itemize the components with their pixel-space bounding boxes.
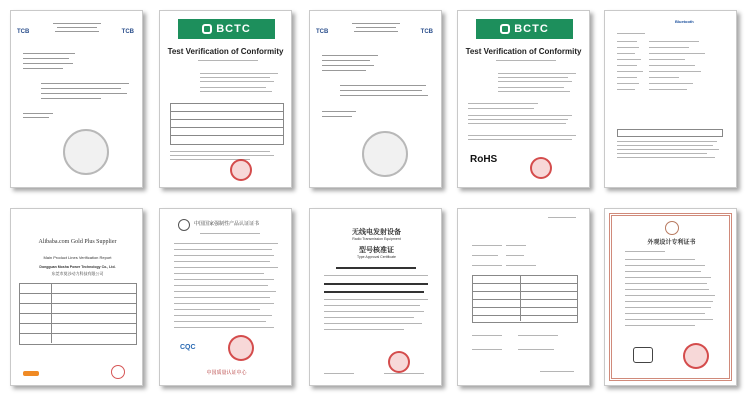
tcb-logo-left: TCB	[316, 29, 329, 35]
tcb-logo-left: TCB	[17, 29, 30, 35]
ccc-certificate[interactable]	[159, 208, 292, 386]
company-name: Dongguan Mosha Power Technology Co., Ltd.	[39, 265, 116, 269]
bctc-certificate-2[interactable]	[457, 10, 590, 188]
report-header: Alibaba.com Gold Plus Supplier	[38, 239, 117, 245]
alibaba-verification-report[interactable]	[10, 208, 143, 386]
bctc-logo	[476, 19, 573, 39]
design-patent-certificate[interactable]	[604, 208, 737, 386]
certificate-title: Test Verification of Conformity	[465, 47, 582, 56]
equipment-form[interactable]	[457, 208, 590, 386]
bluetooth-declaration[interactable]	[604, 10, 737, 188]
patent-emblem	[665, 221, 679, 235]
tcb-certificate-1[interactable]	[10, 10, 143, 188]
bctc-brand: BCTC	[514, 23, 549, 35]
bctc-certificate-1[interactable]	[159, 10, 292, 188]
title-cn: 无线电发射设备	[352, 229, 401, 236]
bctc-logo	[178, 19, 275, 39]
title-en: Radio Transmission Equipment	[352, 237, 401, 241]
bctc-mark-icon	[500, 24, 510, 34]
subtitle-cn: 型号核准证	[359, 247, 394, 254]
bctc-brand: BCTC	[216, 23, 251, 35]
certificate-seal	[63, 129, 109, 175]
red-stamp	[230, 159, 252, 181]
alibaba-logo	[23, 371, 39, 376]
certificate-header-cn: 中国国家强制性产品认证证书	[194, 221, 260, 227]
rohs-mark: RoHS	[470, 154, 498, 165]
radio-type-approval[interactable]	[309, 208, 442, 386]
company-name-cn: 东莞市莫沙动力科技有限公司	[51, 271, 104, 276]
tcb-certificate-2[interactable]	[309, 10, 442, 188]
patent-title-cn: 外观设计专利证书	[647, 240, 696, 246]
cqc-logo: CQC	[180, 344, 196, 351]
red-stamp	[111, 365, 125, 379]
bluetooth-logo: Bluetooth	[675, 19, 694, 24]
red-stamp	[388, 351, 410, 373]
signature-seal	[633, 347, 653, 363]
issuer-cn: 中国质量认证中心	[206, 370, 247, 376]
tcb-logo-right: TCB	[121, 29, 134, 35]
tcb-logo-right: TCB	[420, 29, 433, 35]
certificate-seal	[362, 131, 408, 177]
bctc-mark-icon	[202, 24, 212, 34]
report-subheader: Main Product Lines Verification Report	[43, 255, 112, 260]
certificate-title: Test Verification of Conformity	[167, 47, 284, 56]
red-stamp	[530, 157, 552, 179]
subtitle-en: Type Approval Certificate	[357, 255, 396, 259]
ccc-logo	[178, 219, 190, 231]
product-table	[170, 103, 284, 145]
red-stamp	[228, 335, 254, 361]
red-stamp	[683, 343, 709, 369]
